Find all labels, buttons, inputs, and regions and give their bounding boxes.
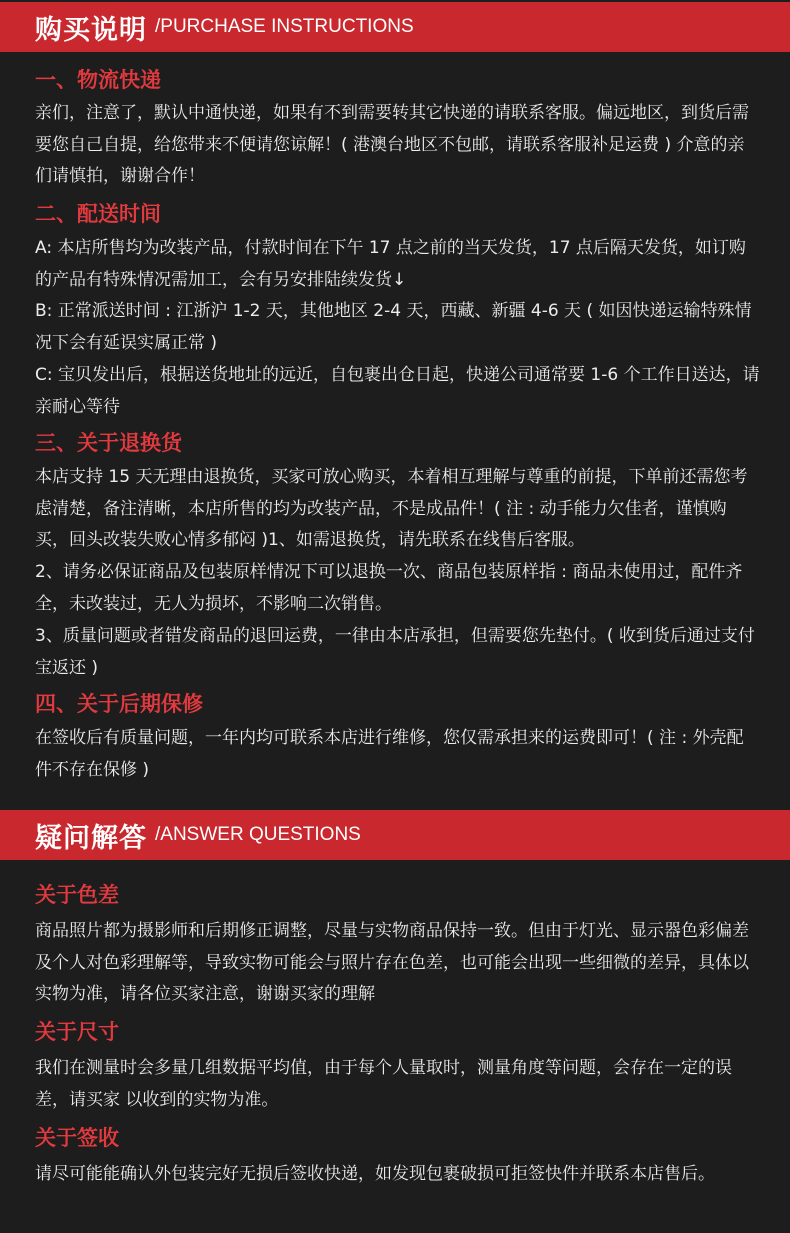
banner-title-cn: 疑问解答 xyxy=(35,822,147,854)
section-title-warranty: 四、关于后期保修 xyxy=(35,692,203,716)
section-title-returns: 三、关于退换货 xyxy=(35,431,182,455)
color-difference-paragraph: 商品照片都为摄影师和后期修正调整，尽量与实物商品保持一致。但由于灯光、显示器色彩偏差及个人对色彩理解等，导致实物可能会与照片存在色差，也可能会出现一些细微的差异，具体以实物为准，请各位买家注意，谢谢买家的理解 xyxy=(35,921,749,1004)
purchase-instructions-banner xyxy=(0,2,790,52)
section-title-color-difference: 关于色差 xyxy=(35,883,119,907)
signing-paragraph: 请尽可能能确认外包装完好无损后签收快递，如发现包裹破损可拒签快件并联系本店售后。 xyxy=(35,1164,715,1184)
size-paragraph: 我们在测量时会多量几组数据平均值，由于每个人量取时，测量角度等问题，会存在一定的误差，请买家 以收到的实物为准。 xyxy=(35,1058,732,1110)
delivery-paragraph-b: B: 正常派送时间 : 江浙沪 1-2 天，其他地区 2-4 天，西藏、新疆 4-6 天 ( 如因快递运输特殊情况下会有延误实属正常 ) xyxy=(35,301,752,353)
section-title-delivery-time: 二、配送时间 xyxy=(35,202,161,226)
returns-paragraph-2: 2、请务必保证商品及包装原样情况下可以退换一次、商品包装原样指 : 商品未使用过，配件齐全，未改装过，无人为损坏，不影响二次销售。 xyxy=(35,562,743,614)
delivery-paragraph-a: A: 本店所售均为改装产品，付款时间在下午 17 点之前的当天发货，17 点后隔天发货，如订购的产品有特殊情况需加工，会有另安排陆续发货↓ xyxy=(35,238,746,290)
returns-paragraph-3: 3、质量问题或者错发商品的退回运费，一律由本店承担，但需要您先垫付。( 收到货后通过支付宝返还 ) xyxy=(35,626,755,678)
returns-paragraph-1: 本店支持 15 天无理由退换货，买家可放心购买，本着相互理解与尊重的前提，下单前还需您考虑清楚，备注清晰，本店所售的均为改装产品，不是成品件！( 注 : 动手能力欠佳者，谨慎购买，回头改装失败心情多郁闷 )1、如需退换货，请先联系在线售后客服。 xyxy=(35,467,748,550)
section-title-signing: 关于签收 xyxy=(35,1126,119,1150)
banner-title-en: /ANSWER QUESTIONS xyxy=(155,824,361,845)
answer-questions-banner xyxy=(0,810,790,860)
banner-title-cn: 购买说明 xyxy=(35,14,147,46)
section-title-logistics: 一、物流快递 xyxy=(35,68,161,92)
warranty-paragraph: 在签收后有质量问题，一年内均可联系本店进行维修，您仅需承担来的运费即可！( 注 : 外壳配件不存在保修 ) xyxy=(35,728,744,780)
banner-title-en: /PURCHASE INSTRUCTIONS xyxy=(155,16,414,37)
section-title-size: 关于尺寸 xyxy=(35,1020,119,1044)
logistics-paragraph: 亲们，注意了，默认中通快递，如果有不到需要转其它快递的请联系客服。偏远地区，到货后需要您自己自提，给您带来不便请您谅解！( 港澳台地区不包邮，请联系客服补足运费 ) 介意的亲们请慎拍，谢谢合作！ xyxy=(35,103,749,186)
delivery-paragraph-c: C: 宝贝发出后，根据送货地址的远近，自包裹出仓日起，快递公司通常要 1-6 个工作日送达，请亲耐心等待 xyxy=(35,365,760,417)
